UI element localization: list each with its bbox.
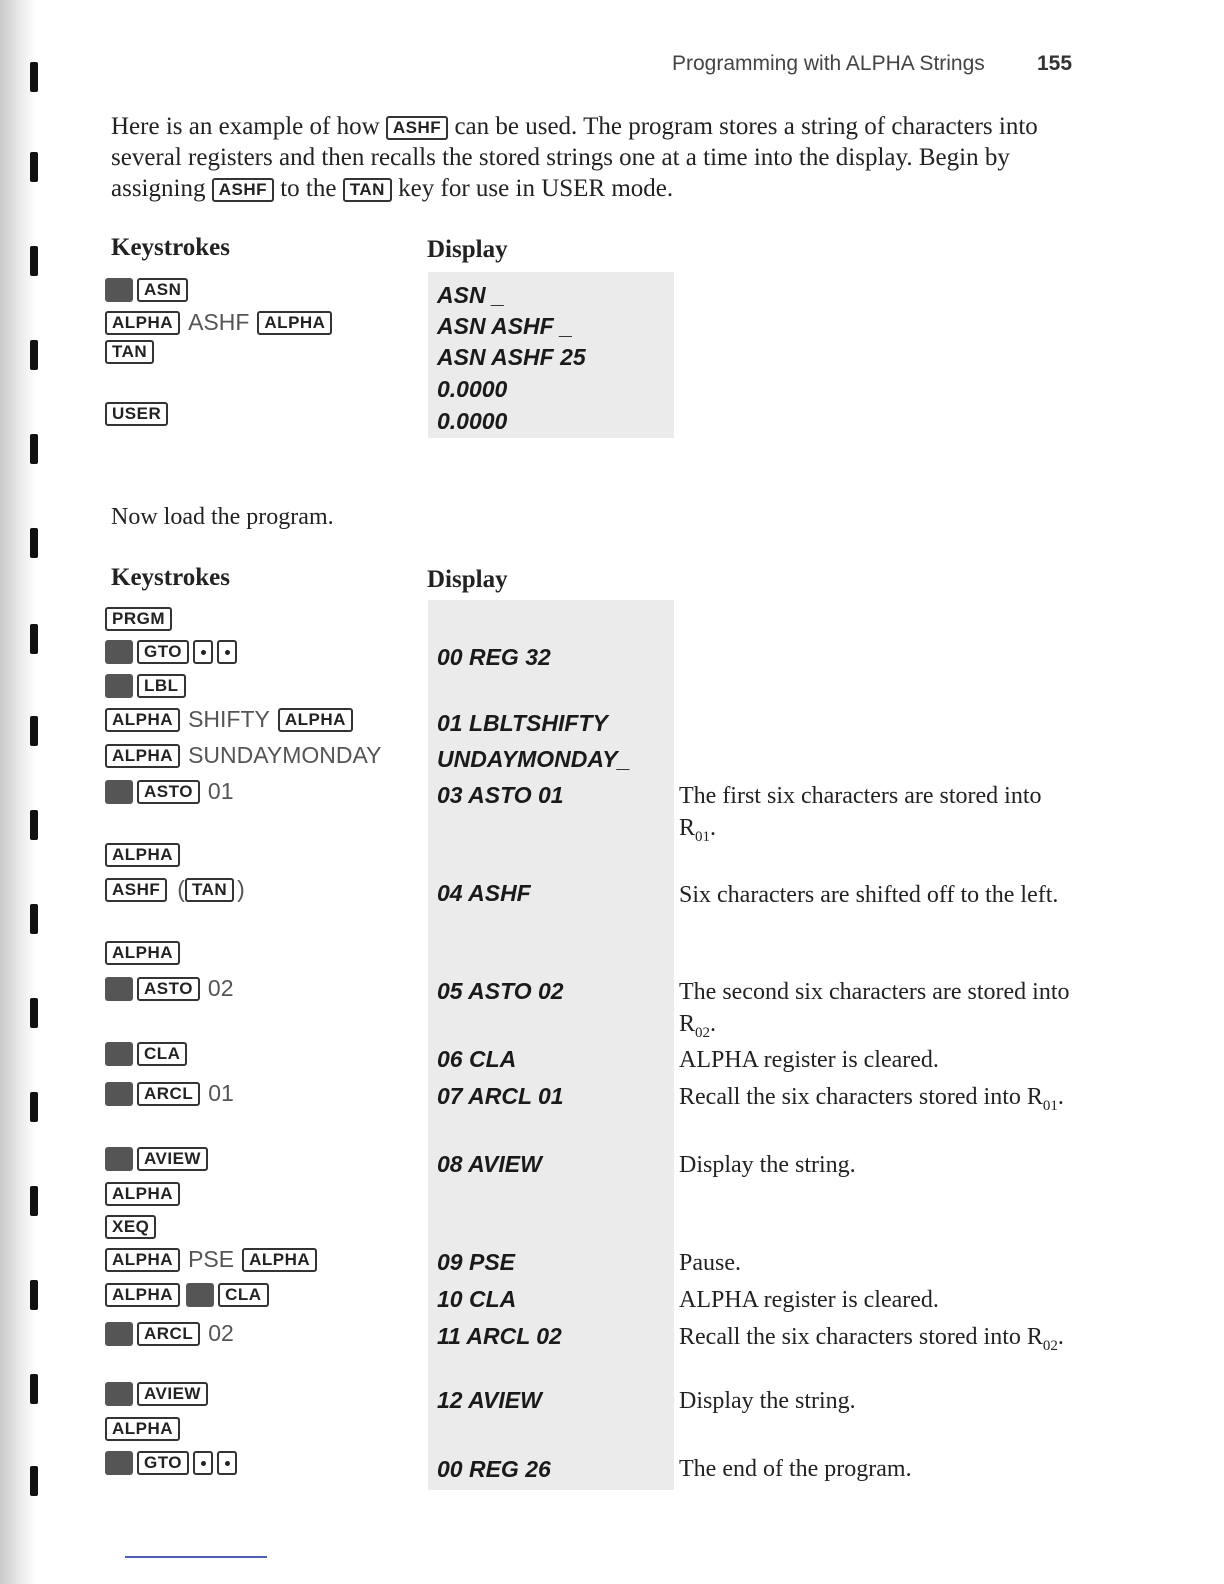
gto-key: GTO — [137, 640, 189, 664]
keystroke-row — [105, 607, 172, 631]
alpha-key: ALPHA — [105, 1248, 180, 1272]
keystroke-text: ASHF — [188, 309, 250, 335]
alpha-key: ALPHA — [105, 1182, 180, 1206]
step-note: Six characters are shifted off to the left. — [679, 882, 1059, 908]
shift-key — [105, 1382, 133, 1406]
intro-text: key for use in USER mode. — [398, 175, 674, 202]
arcl-key: ARCL — [137, 1322, 200, 1346]
cla-key: CLA — [218, 1283, 268, 1307]
alpha-key: ALPHA — [105, 744, 180, 768]
intro-text: can be used. The program stores a string of characters into several registers and then recalls the stored strings one at a time into the display. Begin by assigning — [111, 113, 1038, 202]
alpha-key: ALPHA — [105, 1283, 180, 1307]
binding-hole — [30, 998, 38, 1028]
step-note: The first six characters are stored into $R_{01}$. — [679, 783, 1042, 845]
shift-key — [105, 640, 133, 664]
shift-key — [105, 1082, 133, 1106]
load-program-text: Now load the program. — [111, 504, 334, 530]
keystroke-row — [105, 278, 188, 302]
shift-key — [105, 1147, 133, 1171]
keystroke-text: SUNDAYMONDAY — [188, 742, 382, 768]
keystroke-row — [105, 1080, 242, 1107]
binding-hole — [30, 528, 38, 558]
keystroke-row — [105, 778, 242, 805]
keystroke-row — [105, 402, 168, 426]
display-line: UNDAYMONDAY_ — [437, 746, 631, 772]
binding-hole — [30, 434, 38, 464]
keystroke-text: 02 — [207, 975, 234, 1001]
binding-hole — [30, 1466, 38, 1496]
keystroke-row — [105, 1320, 242, 1347]
keystroke-row — [105, 1382, 208, 1406]
intro-text: to the — [280, 175, 337, 202]
aview-key: AVIEW — [137, 1382, 208, 1406]
binding-hole — [30, 624, 38, 654]
shift-key — [105, 1451, 133, 1475]
keystroke-row — [105, 706, 353, 733]
display-line: 04 ASHF — [437, 880, 531, 906]
alpha-key: ALPHA — [105, 941, 180, 965]
decimal-key — [217, 1451, 237, 1475]
asto-key: ASTO — [137, 977, 200, 1001]
display-line: 0.0000 — [437, 408, 508, 434]
binding-hole — [30, 716, 38, 746]
prgm-key: PRGM — [105, 607, 172, 631]
display-line: 05 ASTO 02 — [437, 978, 564, 1004]
binding-hole — [30, 1280, 38, 1310]
binding-hole — [30, 1374, 38, 1404]
display-line: 0.0000 — [437, 376, 508, 402]
display-line: ASN ASHF _ — [437, 313, 573, 339]
shift-key — [105, 780, 133, 804]
keystroke-row — [105, 1147, 208, 1171]
alpha-key: ALPHA — [257, 311, 332, 335]
binding-hole — [30, 1092, 38, 1122]
display-line: 10 CLA — [437, 1286, 517, 1312]
display-heading: Display — [427, 236, 508, 263]
display-line: 03 ASTO 01 — [437, 782, 564, 808]
keystroke-row — [105, 1042, 187, 1066]
decimal-key — [217, 640, 237, 664]
binding-hole — [30, 1186, 38, 1216]
display-line: 09 PSE — [437, 1249, 515, 1275]
xeq-key: XEQ — [105, 1215, 156, 1239]
step-note: Display the string. — [679, 1152, 856, 1178]
shift-key — [105, 674, 133, 698]
shift-key — [105, 1042, 133, 1066]
page-binding-edge — [0, 0, 36, 1584]
binding-hole — [30, 904, 38, 934]
calc-key: ASN — [137, 278, 188, 302]
display-line: 11 ARCL 02 — [437, 1323, 562, 1349]
alpha-key: ALPHA — [278, 708, 353, 732]
display-line: 00 REG 26 — [437, 1456, 551, 1482]
keystroke-row — [105, 640, 237, 664]
keystroke-row — [105, 876, 245, 903]
keystrokes-heading: Keystrokes — [111, 234, 230, 261]
alpha-key: ALPHA — [242, 1248, 317, 1272]
keystroke-text: SHIFTY — [188, 706, 270, 732]
paren-close: ) — [237, 876, 245, 902]
step-note: The end of the program. — [679, 1456, 912, 1482]
alpha-key: ALPHA — [105, 1417, 180, 1441]
tan-key: TAN — [185, 878, 234, 902]
display-line: 07 ARCL 01 — [437, 1083, 564, 1109]
keystroke-row — [105, 1215, 156, 1239]
aview-key: AVIEW — [137, 1147, 208, 1171]
intro-paragraph — [111, 111, 1071, 204]
keystroke-text: 01 — [207, 778, 234, 804]
paren-open: ( — [177, 876, 185, 902]
tan-key: TAN — [343, 178, 392, 202]
keystroke-row — [105, 1417, 180, 1441]
binding-hole — [30, 152, 38, 182]
asto-key: ASTO — [137, 780, 200, 804]
page-header — [672, 52, 1073, 76]
keystrokes-heading: Keystrokes — [111, 564, 230, 591]
lbl-key: LBL — [137, 674, 186, 698]
step-note: Recall the six characters stored into $R_{02}$. — [679, 1324, 1064, 1354]
binding-hole — [30, 246, 38, 276]
display-heading: Display — [427, 566, 508, 593]
shift-key — [105, 1322, 133, 1346]
binding-hole — [30, 810, 38, 840]
keystroke-row — [105, 674, 186, 698]
shift-key — [105, 977, 133, 1001]
ashf-key: ASHF — [105, 878, 167, 902]
user-key: USER — [105, 402, 168, 426]
shift-key — [105, 278, 133, 302]
tan-key: TAN — [105, 340, 154, 364]
step-note: ALPHA register is cleared. — [679, 1287, 939, 1313]
step-note: The second six characters are stored into $R_{02}$. — [679, 979, 1070, 1041]
keystroke-row — [105, 1283, 269, 1307]
step-note: Display the string. — [679, 1388, 856, 1414]
page-number: 155 — [1037, 52, 1073, 75]
alpha-key: ALPHA — [105, 708, 180, 732]
keystroke-row — [105, 742, 389, 769]
display-line: 01 LBLTSHIFTY — [437, 710, 608, 736]
decimal-key — [193, 1451, 213, 1475]
keystroke-text: PSE — [188, 1246, 235, 1272]
keystroke-row — [105, 309, 332, 336]
alpha-key: ALPHA — [105, 843, 180, 867]
display-line: ASN ASHF 25 — [437, 344, 586, 370]
keystroke-row — [105, 1451, 237, 1475]
header-title: Programming with ALPHA Strings — [672, 52, 985, 75]
display-line: 06 CLA — [437, 1046, 517, 1072]
binding-hole — [30, 340, 38, 370]
binding-hole — [30, 62, 38, 92]
footnote-rule — [125, 1556, 267, 1558]
keystroke-row — [105, 1182, 180, 1206]
shift-key — [186, 1283, 214, 1307]
display-line: 08 AVIEW — [437, 1151, 542, 1177]
step-note: Pause. — [679, 1250, 741, 1276]
ashf-key: ASHF — [212, 178, 274, 202]
intro-text: Here is an example of how — [111, 113, 380, 140]
cla-key: CLA — [137, 1042, 187, 1066]
alpha-key: ALPHA — [105, 311, 180, 335]
arcl-key: ARCL — [137, 1082, 200, 1106]
display-line: 12 AVIEW — [437, 1387, 542, 1413]
gto-key: GTO — [137, 1451, 189, 1475]
decimal-key — [193, 640, 213, 664]
display-line: 00 REG 32 — [437, 644, 551, 670]
step-note: Recall the six characters stored into $R_{01}$. — [679, 1084, 1064, 1114]
ashf-key: ASHF — [386, 116, 448, 140]
keystroke-row — [105, 941, 180, 965]
keystroke-row — [105, 843, 180, 867]
keystroke-row — [105, 975, 242, 1002]
keystroke-row — [105, 340, 154, 364]
keystroke-text: 02 — [208, 1320, 234, 1346]
step-note: ALPHA register is cleared. — [679, 1047, 939, 1073]
keystroke-row — [105, 1246, 317, 1273]
keystroke-text: 01 — [208, 1080, 234, 1106]
display-line: ASN _ — [437, 282, 505, 308]
